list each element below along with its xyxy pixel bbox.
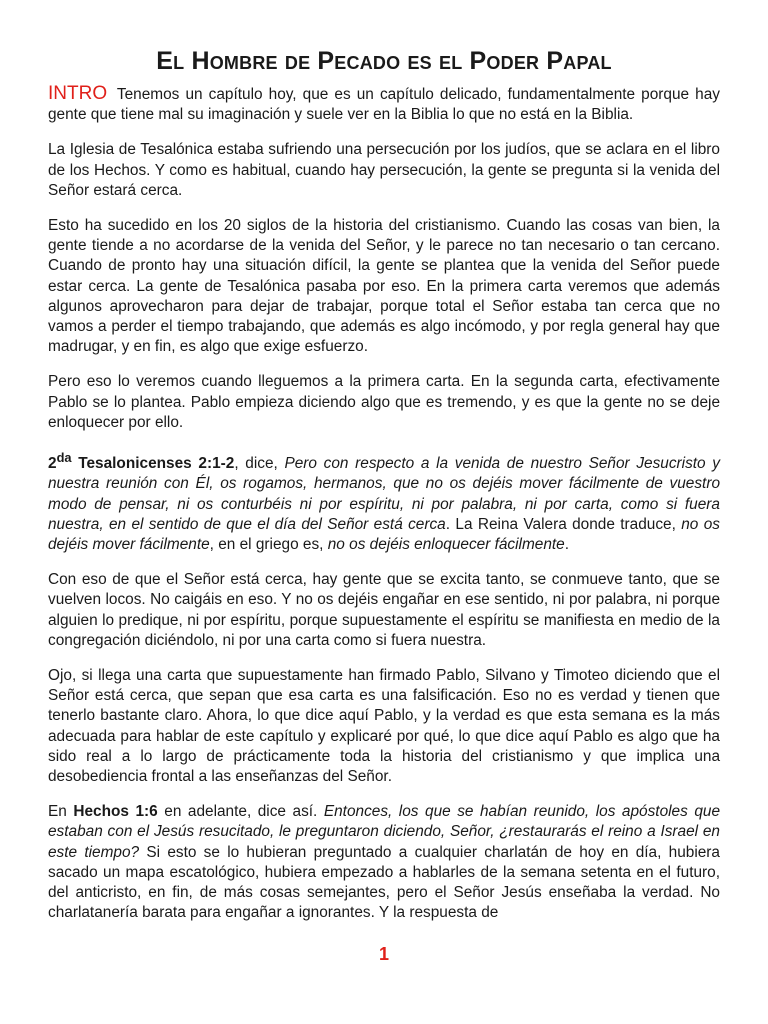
paragraph-4: Pero eso lo veremos cuando lleguemos a la primera carta. En la segunda carta, efectivamente Pablo se lo plantea. Pablo empieza diciendo algo que es tremendo, y es que la gente no se deje enloquecer por ello. bbox=[48, 373, 720, 431]
scripture-quote-2: no os dejéis mover fácilmente bbox=[48, 515, 720, 553]
scripture-reference bbox=[48, 450, 235, 473]
scripture-reference-hechos: Hechos 1:6 bbox=[73, 803, 158, 821]
paragraph-6: Con eso de que el Señor está cerca, hay gente que se excita tanto, se conmueve tanto, que se vuelven locos. No caigáis en eso. Y no os dejéis engañar en ese sentido, ni por palabra, ni porque alguien lo predique, ni por espíritu, porque supuestamente el espíritu se manifiesta en medio de la congregación diciéndolo, ni por una carta como si fuera nuestra. bbox=[48, 571, 720, 649]
text-start: En bbox=[48, 803, 74, 821]
scripture-quote-hechos: Entonces, los que se habían reunido, los apóstoles que estaban con el Jesús resucitado, le preguntaron diciendo, Señor, ¿restaurarás el reino a Israel en este tiempo? bbox=[48, 803, 721, 861]
text-rest: Si esto se lo hubieran preguntado a cualquier charlatán de hoy en día, hubiera sacado un mapa escatológico, hubiera empezado a hablarles de la semana setenta en el futuro, del anticristo, en fin, de más cosas semejantes, pero el Señor Jesús enseñaba la verdad. No charlatanería barata para engañar a ignorantes. Y la respuesta de bbox=[48, 843, 720, 922]
text-mid: . La Reina Valera donde traduce, bbox=[445, 515, 682, 533]
scripture-quote: Pero con respecto a la venida de nuestro Señor Jesucristo y nuestra reunión con Él, os rogamos, hermanos, que no os dejéis mover fácilmente de vuestro modo de pensar, ni os conturbéis ni por espíritu, ni por palabra, ni por carta, como si fuera nuestra, en el sentido de que el día del Señor está cerca bbox=[48, 455, 720, 533]
intro-paragraph bbox=[48, 84, 720, 125]
text-mid-2: , en el griego es, bbox=[209, 535, 328, 553]
paragraph-3: Esto ha sucedido en los 20 siglos de la historia del cristianismo. Cuando las cosas van bien, la gente tiende a no acordarse de la venida del Señor, y le parece no tan necesario o tan cercano. Cuando de pronto hay una situación difícil, la gente se plantea que la venida del Señor puede estar cerca. La gente de Tesalónica pasaba por eso. En la primera carta veremos que además algunos aprovecharon para dejar de trabajar, porque total el Señor estaba tan cerca que no vamos a perder el tiempo trabajando, que además es algo incómodo, y por regla general hay que madrugar, y en fin, es algo que exige esfuerzo. bbox=[48, 217, 720, 356]
reference-number: 2 bbox=[48, 455, 57, 473]
intro-label: INTRO bbox=[48, 83, 108, 104]
intro-text: Tenemos un capítulo hoy, que es un capítulo delicado, fundamentalmente porque hay gente que tiene mal su imaginación y suele ver en la Biblia lo que no está en la Biblia. bbox=[48, 86, 721, 124]
text-after-reference: en adelante, dice así. bbox=[157, 803, 324, 821]
text-end: . bbox=[564, 535, 570, 553]
paragraph-8 bbox=[48, 802, 720, 923]
reference-superscript: da bbox=[56, 450, 72, 466]
paragraph-2: La Iglesia de Tesalónica estaba sufriendo una persecución por los judíos, que se aclara en el libro de los Hechos. Y como es habitual, cuando hay persecución, la gente se pregunta si la venida del Señor estará cerca. bbox=[48, 141, 720, 199]
scripture-quote-3: no os dejéis enloquecer fácilmente bbox=[327, 535, 565, 553]
reference-name: Tesalonicenses 2:1-2 bbox=[71, 455, 235, 473]
document-title: El Hombre de Pecado es el Poder Papal bbox=[156, 47, 612, 75]
text-after-reference: , dice, bbox=[234, 455, 285, 473]
paragraph-5 bbox=[48, 448, 720, 555]
page-number: 1 bbox=[378, 944, 389, 964]
paragraph-7: Ojo, si llega una carta que supuestamente han firmado Pablo, Silvano y Timoteo diciendo que el Señor está cerca, que sepan que esa carta es una falsificación. Eso no es verdad y tienen que tenerlo bastante claro. Ahora, lo que dice aquí Pablo, y la verdad es que esta semana es la más adecuada para hablar de este capítulo y explicaré por qué, lo que dice aquí Pablo es algo que ha sido real a lo largo de prácticamente toda la historia del cristianismo y que implica una desobediencia frontal a las enseñanzas del Señor. bbox=[48, 667, 720, 786]
